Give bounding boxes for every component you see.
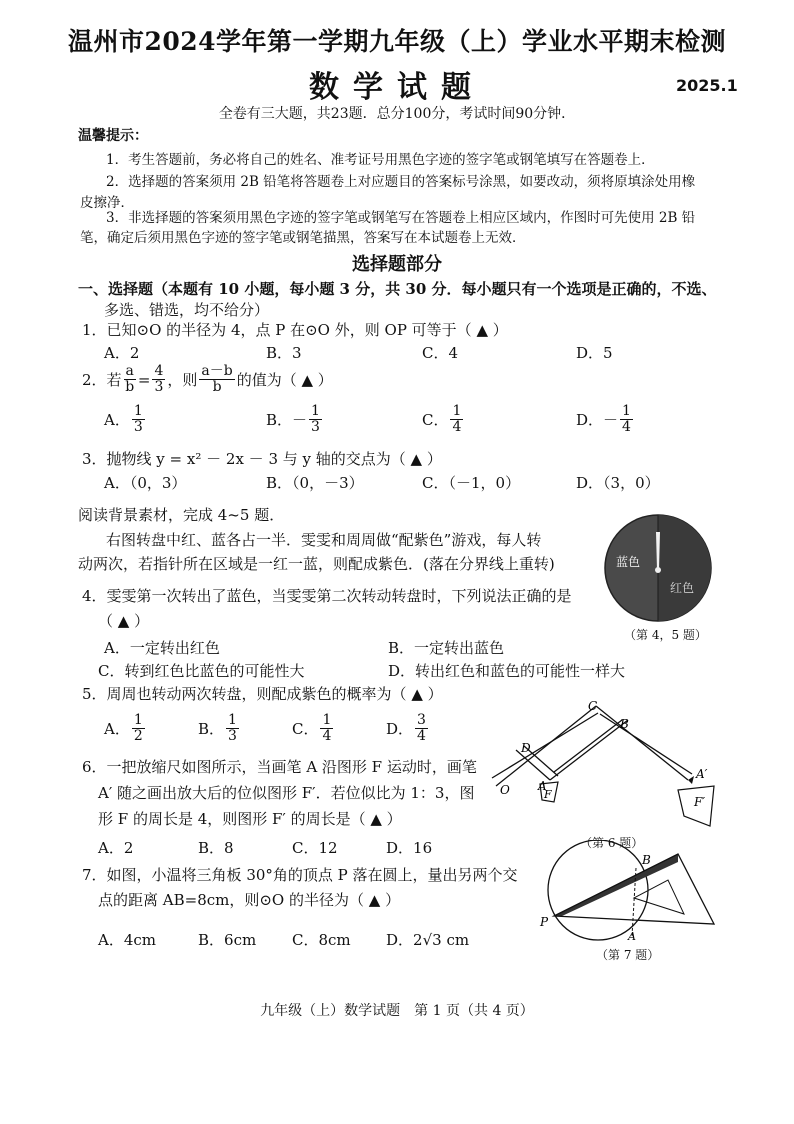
q7-stem-line2: 点的距离 AB=8cm，则⊙O 的半径为（ ▲ ）	[98, 891, 401, 909]
q4-blank: （ ▲ ）	[98, 612, 150, 630]
q7-option-d: D．2√3 cm	[386, 931, 470, 949]
page-footer: 九年级（上）数学试题 第 1 页（共 4 页）	[260, 1003, 534, 1019]
label-o: O	[500, 783, 510, 797]
q3-option-b: B．（0，－3）	[266, 474, 364, 492]
set-square-outline	[554, 854, 714, 924]
q6-option-a: A．2	[98, 839, 134, 857]
reading-para-line1: 右图转盘中红、蓝各占一半．雯雯和周周做“配紫色”游戏，每人转	[106, 531, 542, 549]
q7-option-c: C．8cm	[292, 931, 351, 949]
tip-2-line2: 皮擦净．	[80, 195, 134, 211]
pantograph-bar-ca	[596, 706, 688, 780]
q5-option-d: D． $\frac{3}{4}$	[386, 712, 426, 744]
pantograph-bar-ab	[550, 720, 628, 780]
exam-title: 温州市2024学年第一学期九年级（上）学业水平期末检测	[67, 27, 727, 56]
spinner-red-label: 红色	[670, 581, 695, 595]
set-square-inner	[634, 880, 684, 914]
label-a7: A	[628, 930, 636, 943]
tip-2-line1: 2．选择题的答案须用 2B 铅笔将答题卷上对应题目的答案标号涂黑，如要改动，须将原填涂处用橡	[106, 174, 696, 190]
spinner-figure	[600, 512, 720, 624]
q3-option-a: A．（0，3）	[104, 474, 187, 492]
q2-option-a: A． $\frac{1}{3}$	[104, 403, 143, 435]
tips-heading: 温馨提示：	[78, 128, 148, 144]
q2-pre: 2．若	[82, 371, 122, 389]
q1-option-c: C．4	[422, 344, 459, 362]
label-d: D	[521, 741, 531, 755]
pantograph-bar-ab-inner	[554, 720, 622, 772]
q6-option-b: B．8	[198, 839, 234, 857]
section-intro-line2: 多选、错选，均不给分）	[104, 301, 270, 319]
q6-stem-line3: 形 F 的周长是 4，则图形 F′ 的周长是（ ▲ ）	[98, 810, 402, 828]
label-a-prime: A′	[696, 767, 708, 781]
label-p: P	[540, 915, 549, 929]
q4-option-b: B．一定转出蓝色	[388, 639, 505, 657]
q6-stem-line2: A′ 随之画出放大后的位似图形 F′．若位似比为 1：3，图	[98, 784, 475, 802]
spinner-blue-label: 蓝色	[616, 555, 641, 569]
q7-stem-line1: 7．如图，小温将三角板 30°角的顶点 P 落在圆上，量出另两个交	[82, 866, 518, 884]
q2-stem	[82, 364, 333, 395]
q6-stem-line1: 6．一把放缩尺如图所示，当画笔 A 沿图形 F 运动时，画笔	[82, 758, 477, 776]
q2-equals: =	[137, 370, 151, 389]
circle-triangle-figure	[536, 840, 726, 948]
q2-option-b: B． － $\frac{1}{3}$	[266, 403, 320, 435]
q3-option-d: D．（3，0）	[576, 474, 660, 492]
exam-date: 2025.1	[676, 76, 738, 95]
q4-option-d: D．转出红色和蓝色的可能性一样大	[388, 662, 626, 680]
section-title: 选择题部分	[352, 254, 442, 275]
spinner-caption: （第 4，5 题）	[624, 628, 707, 642]
tip-3-line2: 笔，确定后须用黑色字迹的签字笔或钢笔描黑，答案写在本试题卷上无效．	[80, 230, 526, 246]
q3-stem: 3．抛物线 y = x² － 2x － 3 与 y 轴的交点为（ ▲ ）	[82, 450, 442, 468]
section-intro-line1: 一、选择题（本题有 10 小题，每小题 3 分，共 30 分．每小题只有一个选项是正确的，不选、	[78, 280, 717, 298]
q4-option-a: A．一定转出红色	[104, 639, 220, 657]
spinner-red-half	[658, 515, 711, 621]
subject-title: 数学试题	[309, 70, 485, 105]
q4-option-c: C．转到红色比蓝色的可能性大	[98, 662, 305, 680]
q5-option-b: B． $\frac{1}{3}$	[198, 712, 237, 744]
label-b: B	[620, 717, 629, 731]
q7-option-a: A．4cm	[98, 931, 157, 949]
pantograph-figure	[488, 698, 718, 828]
tip-3-line1: 3．非选择题的答案须用黑色字迹的签字笔或钢笔写在答题卷上相应区域内，作图时可先使用 2B 铅	[106, 210, 696, 226]
q7-caption: （第 7 题）	[596, 948, 660, 962]
reading-para-line2: 动两次，若指针所在区域是一红一蓝，则配成紫色．(落在分界线上重转)	[78, 555, 555, 573]
q1-option-b: B．3	[266, 344, 302, 362]
label-c: C	[588, 699, 598, 713]
pen-tip-a2	[688, 776, 694, 784]
label-f-prime: F′	[694, 795, 706, 809]
q6-option-c: C．12	[292, 839, 338, 857]
q2-option-d: D． － $\frac{1}{4}$	[576, 403, 631, 435]
q3-option-c: C．（－1，0）	[422, 474, 521, 492]
q6-option-d: D．16	[386, 839, 433, 857]
q5-option-a: A． $\frac{1}{2}$	[104, 712, 143, 744]
q5-option-c: C． $\frac{1}{4}$	[292, 712, 332, 744]
q7-option-b: B．6cm	[198, 931, 257, 949]
q2-mid: ，则	[167, 371, 198, 389]
q2-frac-4-3: $\frac{4}{3}$	[154, 363, 164, 395]
q2-post: 的值为（ ▲ ）	[236, 371, 333, 389]
q2-frac-expr: $\frac{a-b}{b}$	[201, 363, 233, 395]
label-b7: B	[642, 853, 651, 867]
pantograph-bar-od	[496, 706, 596, 786]
q5-stem: 5．周周也转动两次转盘，则配成紫色的概率为（ ▲ ）	[82, 685, 443, 703]
reading-intro: 阅读背景素材，完成 4~5 题．	[78, 506, 285, 524]
q6-caption: （第 6 题）	[580, 836, 644, 850]
label-a: A	[538, 779, 547, 793]
label-f: F	[544, 788, 552, 801]
q2-option-c: C． $\frac{1}{4}$	[422, 403, 462, 435]
q2-frac-a-b: $\frac{a}{b}$	[125, 363, 135, 395]
pantograph-bar-od-inner	[492, 713, 598, 778]
q1-option-d: D．5	[576, 344, 613, 362]
pantograph-bar-ca-inner	[600, 714, 692, 774]
q4-stem: 4．雯雯第一次转出了蓝色，当雯雯第二次转动转盘时，下列说法正确的是	[82, 587, 572, 605]
q1-option-a: A．2	[104, 344, 140, 362]
q1-stem: 1．已知⊙O 的半径为 4，点 P 在⊙O 外，则 OP 可等于（ ▲ ）	[82, 321, 508, 339]
spinner-pivot	[655, 567, 661, 573]
tip-1: 1．考生答题前，务必将自己的姓名、准考证号用黑色字迹的签字笔或钢笔填写在答题卷上．	[106, 152, 655, 168]
exam-summary: 全卷有三大题，共23题．总分100分，考试时间90分钟．	[218, 106, 576, 122]
